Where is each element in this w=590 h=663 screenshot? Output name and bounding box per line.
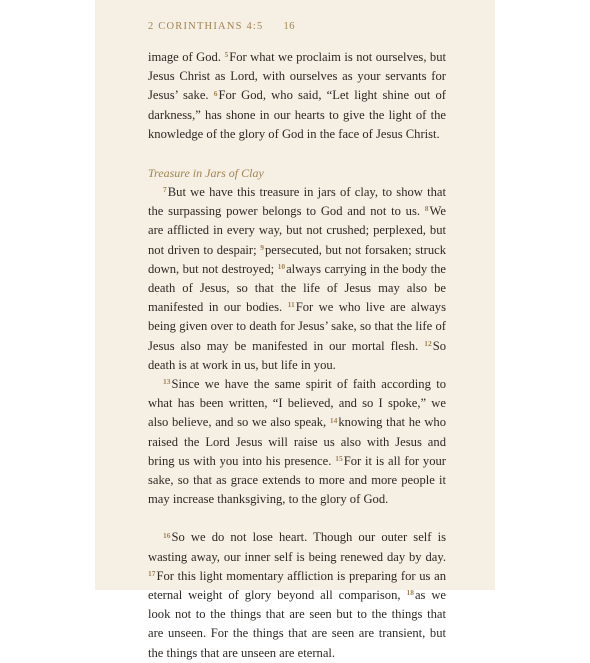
verse-text: image of God. [148, 50, 225, 64]
verse-number: 13 [163, 377, 171, 387]
verse-number: 18 [406, 588, 414, 598]
verse-number: 5 [224, 50, 229, 60]
verse-text: For it is all for your sake, so that as grace extends to more and more people it may increase thanksgiving, to the glory of God. [148, 453, 446, 507]
verse-text: For this light momentary affliction is preparing for us an eternal weight of glory beyond all comparison, [148, 568, 446, 603]
verse-text: as we look not to the things that are seen but to the things that are unseen. For the things that are seen are transient, but the things that are unseen are eternal. [148, 588, 447, 660]
book-reference: 2 CORINTHIANS 4:5 [148, 21, 264, 32]
verse-number: 8 [424, 204, 429, 214]
verse-number: 10 [277, 262, 286, 272]
running-header [148, 21, 295, 32]
verse-text: Since we have the same spirit of faith according to what has been written, “I believed, and so I spoke,” we also believe, and so we also speak, [148, 377, 446, 430]
verse-text: For God, who said, “Let light shine out of darkness,” has shone in our hearts to give the light of the knowledge of the glory of God in the face of Jesus Christ. [148, 88, 446, 141]
verse-text: So we do not lose heart. Though our outer self is wasting away, our inner self is being renewed day by day. [148, 530, 446, 564]
verse-text: always carrying in the body the death of Jesus, so that the life of Jesus may also be manifested in our bodies. [148, 261, 446, 315]
scripture-text [148, 48, 446, 663]
verse-number: 15 [335, 454, 343, 464]
paragraph [148, 183, 446, 375]
verse-text: For we who live are always being given over to death for Jesus’ sake, so that the life of Jesus also may be manifested in our mortal flesh. [148, 300, 446, 353]
verse-text: knowing that he who raised the Lord Jesus will raise us also with Jesus and bring us with you into his presence. [148, 415, 447, 468]
section-heading: Treasure in Jars of Clay [148, 166, 264, 181]
verse-number: 16 [163, 530, 171, 540]
verse-text: For what we proclaim is not ourselves, but Jesus Christ as Lord, with ourselves as your servants for Jesus’ sake. [148, 50, 447, 103]
verse-number: 11 [287, 300, 295, 310]
verse-text: But we have this treasure in jars of clay, to show that the surpassing power belongs to God and not to us. [148, 185, 446, 219]
verse-number: 7 [163, 185, 167, 195]
page-number: 16 [283, 21, 295, 32]
verse-number: 6 [213, 88, 218, 98]
verse-number: 17 [148, 569, 156, 579]
paragraph [148, 48, 446, 144]
verse-text: We are afflicted in every way, but not crushed; perplexed, but not driven to despair; [148, 204, 446, 257]
book-page [95, 0, 495, 660]
verse-number: 12 [424, 338, 432, 348]
verse-number: 9 [260, 242, 264, 252]
verse-text: So death is at work in us, but life in you. [148, 338, 446, 372]
paragraph [148, 375, 446, 509]
verse-text: persecuted, but not forsaken; struck down, but not destroyed; [148, 242, 446, 276]
verse-number: 14 [329, 415, 338, 425]
paragraph [148, 528, 446, 662]
